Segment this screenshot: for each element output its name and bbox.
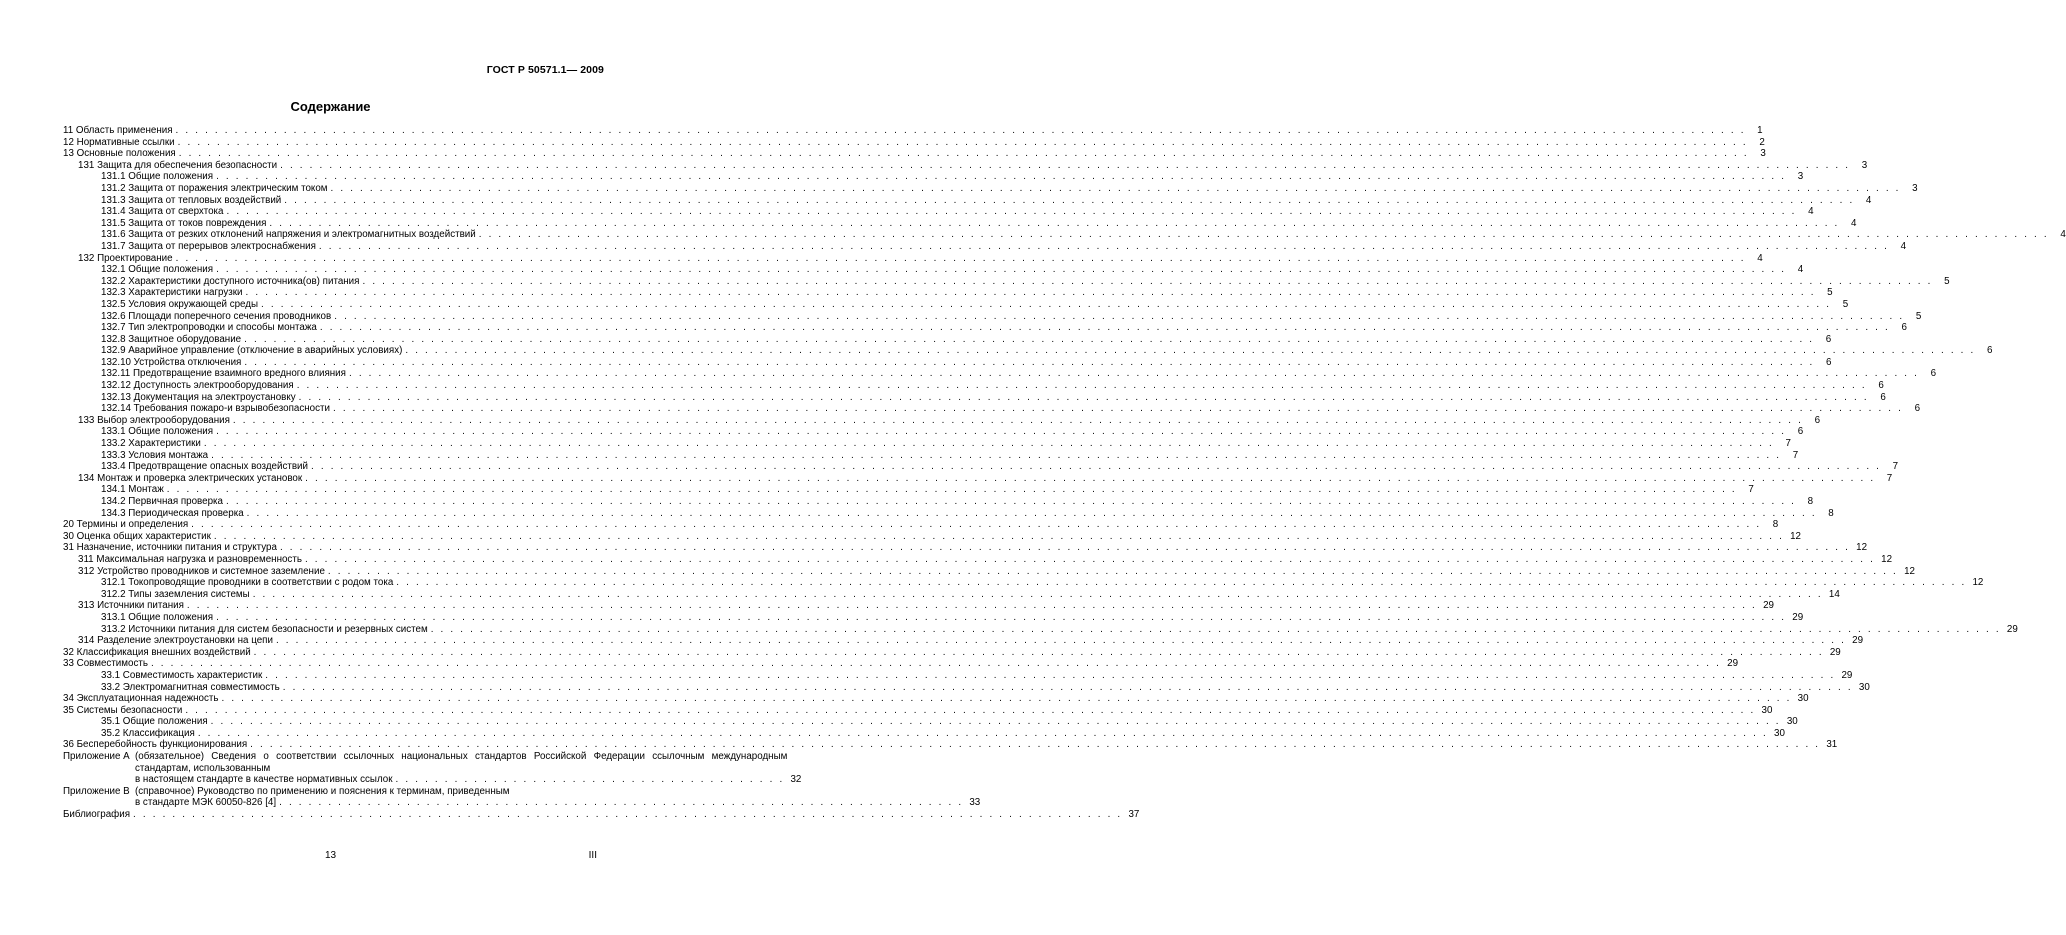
toc-label: 132.7 Тип электропроводки и способы монтажа [101,322,317,334]
leader-dots: . . . . . . . . . . . . . . . . . . . . . . . . . . . . . . . . . . . . . . . . . . . . . . . . . . . . . . . . . . . . . . . . . . . . . . . . . . . . . . . . . . . . . . . . . . . . . . . . . . . . . . . . . . . . . . . . . . . . . . . . . . . . . . . . . . . . . . . . . . . . . . . . . . . . . . . . . . . . . . . . [211,449,1782,461]
toc-label: 312.1 Токопроводящие проводники в соответствии с родом тока [101,577,394,589]
page-number: 31 [1826,739,1838,751]
leader-dots: . . . . . . . . . . . . . . . . . . . . . . . . . . . . . . . . . . . . . . . . . . . . . . . . . . . . . . . . . . . . . . . . . . . . . . . . . . . . . . . . . . . . . . . . . . . . . . . . . . . . . . . . . . . . . . . . . . . . . . . . . . . . . . . . . . . . . . . . . . . . . . . . . . . . . . . . . . . . . . . . [185,704,1756,716]
toc-entry[interactable] [63,380,1884,392]
toc-label: 132 Проектирование [78,252,173,264]
page-number: 32 [790,774,802,786]
page-number: 12 [1856,542,1868,554]
page-number: 14 [1828,588,1840,600]
toc-label: 133.2 Характеристики [101,438,201,450]
toc-entry[interactable] [63,403,1921,415]
toc-label: 131.3 Защита от тепловых воздействий [101,194,282,206]
page-number: 5 [1915,310,1922,322]
leader-dots: . . . . . . . . . . . . . . . . . . . . . . . . . . . . . . . . . . . . . . . . . . . . . . . . . . . . . . . . . . . . . . . . . . . . . . . . . . . . . . . . . . . . . . . . . . . . . . . . . . . . . . . . . . . . . . . . . . . . . . . . . . . . . . . . . . . . . . . . . . . . . . . . . . . . . . . . . . . . . . . . [177,136,1748,148]
appendix-text: (обязательное) Сведения о соответствии ссылочных национальных стандартов Российской Федерации ссылочным международным стандартам, использованным [135,751,788,774]
toc-label: 31 Назначение, источники питания и структура [63,542,277,554]
toc-label: 35.2 Классификация [101,727,195,739]
toc-entry[interactable] [63,577,1984,589]
toc-entry[interactable] [63,264,1804,276]
leader-dots: . . . . . . . . . . . . . . . . . . . . . . . . . . . . . . . . . . . . . . . . . . . . . . . . . . . . . . . . . . . . . . . . . . . . . . . . . . . . . . . . . . . . . . . . . . . . . . . . . . . . . . . . . . . . . . . . . . . . . . . . . . . . . . . . . . . . . . . . . . . . . . . . . . . . . . . . . . . . . . . . [304,553,1876,565]
leader-dots: . . . . . . . . . . . . . . . . . . . . . . . . . . . . . . . . . . . . . . . . . . . . . . . . . . . . . . . . . . . . . . . . . . . . . . . . . . . . . . . . . . . . . . . . . . . . . . . . . . . . . . . . . . . . . . . . . . . . . . . . . . . . . . . . . . . . . . . . . . . . . . . . . . . . . . . . . . . . . . . . [311,461,1882,473]
page-number: 29 [1829,646,1841,658]
leader-dots: . . . . . . . . . . . . . . . . . . . . . . . . . . . . . . . . . . . . . . . . . . . . . . . . . . . . . . . . . . . . . . . . . . . . . . . . . . . . . . . . . . . . . . . . . . . . . . . . . . . . . . . . . . . . . . . . . . . . . . . . . . . . . . . . . . . . . . . . . . . . . . . . . . . . . . . . . . . . . . . . [226,206,1797,218]
leader-dots: . . . . . . . . . . . . . . . . . . . . . . . . . . . . . . . . . . . . . . . . . . . . . . . . . . . . . . . . . . . . . . . . . . . . . . . . . . . . . . . . . . . . . . . . . . . . . . . . . . . . . . . . . . . . . . . . . . . . . . . . . . . . . . . . . . . . . . . . . . . . . . . . . . . . . . . . . . . . . . . . [253,646,1824,658]
toc-entry[interactable] [63,368,1937,380]
leader-dots: . . . . . . . . . . . . . . . . . . . . . . . . . . . . . . . . . . . . . . . . . . . . . . . . . . . . . . . . . . . . . . . . . . . . . . . . . . . . . . . . . . . . . . . . . . . . . . . . . . . . . . . . . . . . . . . . . . . . . . . . . . . . . . . . . . . . . . . . . . . . . . . . . . . . . . . . . . . . . . . . [244,333,1815,345]
page-number: 12 [1972,577,1984,589]
leader-dots: . . . . . . . . . . . . . . . . . . . . . . . . . . . . . . . . . . . . . . . . . . . . . . . . . . . . . . . . . . . . . . . . . . . . . . . . . . . . . . . . . . . . . . . . . . . . . . . . . . . . . . . . . . . . . . . . . . . . . . . . . . . . . . . . . . . . . . . . . . . . . . . . . . . . . . . . . . . . . . . . [166,484,1737,496]
appendix-a-entry[interactable] [63,751,802,786]
page-number: 4 [1851,217,1857,229]
toc-label: 35 Системы безопасности [63,704,183,716]
toc-label: 30 Оценка общих характеристик [63,530,211,542]
appendix-b-entry[interactable] [63,785,981,809]
page-number: 29 [1841,669,1853,681]
toc-entry[interactable] [63,182,1918,195]
leader-dots: . . . . . . . . . . . . . . . . . . . . . . . . . . . . . . . . . . . . . . . . . . . . . . . . . . . . . . . . . . . . . . . . . . . . . . . . . . . . . . . . . . . . . . . . . . . . . . . . . . . . . . . . . . . . . . . . . . . . . . . . . . . . . . . . . . . . . . . . . . . . . . . . . . . . . . . . . . . . . . . . [252,588,1823,600]
leader-dots: . . . . . . . . . . . . . . . . . . . . . . . . . . . . . . . . . . . . . . . . . . . . . . . . . . . . . . . . . . . . . . . . . . . . . . . . . . . . . . . . . . . . . . . . . . . . . . . . . . . . . . . . . . . . . . . . . . . . . . . . . . . . . . . . . . . . . . . . . . . . . . . . . . . . . . . . . . . . . . . . [250,739,1821,751]
page-number: 3 [1797,171,1804,183]
leader-dots: . . . . . . . . . . . . . . . . . . . . . . . . . . . . . . . . . . . . . . . . . . . . . . . . . . . . . . . . . . . . . . . . . . . . . . . . . . . . . . . . . . . . . . . . . . . . . . . . . . . . . . . . . . . . . . . . . . . . . . . . . . . . . . . . . . . . . . . . . . . . . . . . . . . . . . . . . . . . . . . . [327,565,1898,577]
appendix-description [135,786,966,809]
page-number: 6 [1825,333,1832,345]
document-code: ГОСТ Р 50571.1— 2009 [486,64,604,76]
toc-entry[interactable] [63,287,1833,299]
page-number: 3 [1912,182,1918,194]
leader-dots: . . . . . . . . . . . . . . . . . . . . . . . . . . . . . . . . . . . . . . . . . . . . . . . . . . . . . . . . . . . . . . . . . . . . . . . . . . . . . . . . . . . . . . . . . . . . . . . . . . . . . . . . . . . . . . . . . . . . . . . . . . . . . . . . . . . . . . . . . . . . . . . . . . . . . . . . . . . . . . . . [298,391,1869,403]
page-number: 7 [1892,461,1899,473]
leader-dots: . . . . . . . . . . . . . . . . . . . . . . . . . . . . . . . . . . . . . . . . . . . . . . . . . . . . . . . . . . . . . . . . . . . . . . [279,797,964,809]
page-number: 4 [1757,252,1763,264]
toc-entry[interactable] [63,542,1868,554]
page-number: 12 [1881,553,1893,565]
toc-label: 132.3 Характеристики нагрузки [101,287,243,299]
toc-entry[interactable] [63,739,1838,751]
toc-label: 132.11 Предотвращение взаимного вредного влияния [101,368,346,380]
toc-entry[interactable] [63,206,1814,218]
toc-entry[interactable] [63,275,1950,288]
page-number: 6 [1826,356,1832,368]
toc-label: 33.2 Электромагнитная совместимость [101,681,280,693]
toc-entry[interactable] [63,472,1893,485]
page-number: 6 [1914,403,1921,415]
page-number: 2 [1759,136,1765,148]
toc-label: 33.1 Совместимость характеристик [101,669,263,681]
page-number: 30 [1761,704,1773,716]
page-number: 4 [1865,194,1872,206]
leader-dots: . . . . . . . . . . . . . . . . . . . . . . . . . . . . . . . . . . . . . . . . . . . . . . . . . . . . . . . . . . . . . . . . . . . . . . . . . . . . . . . . . . . . . . . . . . . . . . . . . . . . . . . . . . . . . . . . . . . . . . . . . . . . . . . . . . . . . . . . . . . . . . . . . . . . . . . . . . . . . . . . [221,693,1792,705]
leader-dots: . . . . . . . . . . . . . . . . . . . . . . . . . . . . . . . . . . . . . . . . . . . . . . . . . . . . . . . . . . . . . . . . . . . . . . . . . . . . . . . . . . . . . . . . . . . . . . . . . . . . . . . . . . . . . . . . . . . . . . . . . . . . . . . . . . . . . . . . . . . . . . . . . . . . . . . . . . . . . . . . [191,519,1762,531]
page-number: 7 [1785,438,1791,450]
leader-dots: . . . . . . . . . . . . . . . . . . . . . . . . . . . . . . . . . . . . . . . . . . . . . . . . . . . . . . . . . . . . . . . . . . . . . . . . . . . . . . . . . . . . . . . . . . . . . . . . . . . . . . . . . . . . . . . . . . . . . . . . . . . . . . . . . . . . . . . . . . . . . . . . . . . . . . . . . . . . . . . . [175,125,1746,136]
leader-dots: . . . . . . . . . . . . . . . . . . . . . . . . . . . . . . . . . . . . . . . . . . . . . . . . . . . . . . . . . . . . . . . . . . . . . . . . . . . . . . . . . . . . . . . . . . . . . . . . . . . . . . . . . . . . . . . . . . . . . . . . . . . . . . . . . . . . . . . . . . . . . . . . . . . . . . . . . . . . . . . . [334,310,1905,322]
toc-entry[interactable] [63,507,1834,520]
page-number: 6 [1880,391,1886,403]
toc-entry[interactable] [63,449,1799,462]
toc-label: 132.6 Площади поперечного сечения проводников [101,310,332,322]
toc-label: 313.1 Общие положения [101,611,214,623]
page-number: 4 [2060,229,2066,241]
page-number: 29 [1792,611,1804,623]
appendix-description [135,751,787,786]
leader-dots: . . . . . . . . . . . . . . . . . . . . . . . . . . . . . . . . . . . . . . . . . . . . . . . . . . . . . . . . . . . . . . . . . . . . . . . . . . . . . . . . . . . . . . . . . . . . . . . . . . . . . . . . . . . . . . . . . . . . . . . . . . . . . . . . . . . . . . . . . . . . . . . . . . . . . . . . . . . . . . . . [332,403,1904,415]
leader-dots: . . . . . . . . . . . . . . . . . . . . . . . . . . . . . . . . . . . . . . . . . . . . . . . . . . . . . . . . . . . . . . . . . . . . . . . . . . . . . . . . . . . . . . . . . . . . . . . . . . . . . . . . . . . . . . . . . . . . . . . . . . . . . . . . . . . . . . . . . . . . . . . . . . . . . . . . . . . . . . . . [478,229,2049,241]
toc-entry[interactable] [63,159,1868,172]
page-number: 30 [1858,681,1870,693]
appendix-text-last: в настоящем стандарте в качестве нормативных ссылок [135,774,393,786]
toc-label: 131 Защита для обеспечения безопасности [78,159,278,171]
toc-label: 132.2 Характеристики доступного источника(ов) питания [101,275,360,287]
toc-label: 132.12 Доступность электрооборудования [101,380,294,392]
toc-label: 313 Источники питания [78,600,184,612]
leader-dots: . . . . . . . . . . . . . . . . . . . . . . . . . . . . . . . . . . . . . . . . . . . . . . . . . . . . . . . . . . . . . . . . . . . . . . . . . . . . . . . . . . . . . . . . . . . . . . . . . . . . . . . . . . . . . . . . . . . . . . . . . . . . . . . . . . . . . . . . . . . . . . . . . . . . . . . . . . . . . . . . [284,194,1855,206]
leader-dots: . . . . . . . . . . . . . . . . . . . . . . . . . . . . . . . . . . . . . . . . . . . . . . . . . . . . . . . . . . . . . . . . . . . . . . . . . . . . . . . . . . . . . . . . . . . . . . . . . . . . . . . . . . . . . . . . . . . . . . . . . . . . . . . . . . . . . . . . . . . . . . . . . . . . . . . . . . . . . . . . [203,438,1774,450]
page-number: 30 [1774,727,1785,739]
toc-entry[interactable] [63,438,1791,450]
toc-label: 132.8 Защитное оборудование [101,333,242,345]
page-number: 6 [1901,322,1907,334]
toc-entry[interactable] [63,693,1809,705]
page-number: 7 [1748,484,1754,496]
leader-dots: . . . . . . . . . . . . . . . . . . . . . . . . . . . . . . . . . . . . . . . . . . . . . . . . . . . . . . . . . . . . . . . . . . . . . . . . . . . . . . . . . . . . . . . . . . . . . . . . . . . . . . . . . . . . . . . . . . . . . . . . . . . . . . . . . . . . . . . . . . . . . . . . . . . . . . . . . . . . . . . . [175,252,1746,264]
table-of-contents [63,125,2066,821]
leader-dots: . . . . . . . . . . . . . . . . . . . . . . . . . . . . . . . . . . . . . . . . . . . . . . . . . . . . . . . . . . . . . . . . . . . . . . . . . . . . . . . . . . . . . . . . . . . . . . . . . . . . . . . . . . . . . . . . . . . . . . . . . . . . . . . . . . . . . . . . . . . . . . . . . . . . . . . . . . . . . . . . [261,298,1832,310]
appendix-label: Приложение В [63,785,130,797]
toc-label: 134.2 Первичная проверка [101,496,223,507]
leader-dots: . . . . . . . . . . . . . . . . . . . . . . . . . . . . . . . . . . . . . . . . . . . . . . . . . . . . . . . . . . . . . . . . . . . . . . . . . . . . . . . . . . . . . . . . . . . . . . . . . . . . . . . . . . . . . . . . . . . . . . . . . . . . . . . . . . . . . . . . . . . . . . . . . . . . . . . . . . . . . . . . [330,182,1901,194]
toc-label: 132.9 Аварийное управление (отключение в аварийных условиях) [101,345,403,357]
toc-entry[interactable] [63,600,1774,612]
toc-entry[interactable] [63,553,1893,566]
toc-entry[interactable] [63,298,1849,311]
toc-label: 13 Основные положения [63,148,176,160]
toc-label: 132.10 Устройства отключения [101,356,242,368]
appendix-label: Приложение А [63,751,130,763]
toc-entry[interactable] [63,681,1870,694]
page-number: 4 [1797,264,1804,276]
leader-dots: . . . . . . . . . . . . . . . . . . . . . . . . . . . . . . . . . . . . . . . . . . . . . . . . . . . . . . . . . . . . . . . . . . . . . . . . . . . . . . . . . . . . . . . . . . . . . . . . . . . . . . . . . . . . . . . . . . . . . . . . . . . . . . . . . . . . . . . . . . . . . . . . . . . . . . . . . . . . . . . . [430,623,2001,635]
toc-entry[interactable] [63,194,1872,207]
leader-dots: . . . . . . . . . . . . . . . . . . . . . . . . . . . . . . . . . . . . . . . . . . . . . . . . . . . . . . . . . . . . . . . . . . . . . . . . . . . . . . . . . . . . . . . . . . . . . . . . . . . . . . . . . . . . . . . . . . . . . . . . . . . . . . . . . . . . . . . . . . . . . . . . . . . . . . . . . . . . . . . . [246,507,1817,519]
leader-dots: . . . . . . . . . . . . . . . . . . . . . . . . . . . . . . . . . . . . . . . . . . . . . . . . . . . . . . . . . . . . . . . . . . . . . . . . . . . . . . . . . . . . . . . . . . . . . . . . . . . . . . . . . . . . . . . . . . . . . . . . . . . . . . . . . . . . . . . . . . . . . . . . . . . . . . . . . . . . . . . . [186,600,1757,612]
toc-entry[interactable] [63,716,1798,728]
toc-label: 131.6 Защита от резких отклонений напряжения и электромагнитных воздействий [101,229,476,241]
leader-dots: . . . . . . . . . . . . . . . . . . . . . . . . . . . . . . . . . . . . . . . . . . . . . . . . . . . . . . . . . . . . . . . . . . . . . . . . . . . . . . . . . . . . . . . . . . . . . . . . . . . . . . . . . . . . . . . . . . . . . . . . . . . . . . . . . . . . . . . . . . . . . . . . . . . . . . . . . . . . . . . . [232,414,1804,426]
toc-label: 314 Разделение электроустановки на цепи [78,635,273,647]
appendix-text: (справочное) Руководство по применению и пояснения к терминам, приведенным [135,785,510,797]
leader-dots: . . . . . . . . . . . . . . . . . . . . . . . . . . . . . . . . . . . . . . . . [395,774,785,786]
toc-entry[interactable] [63,530,1801,543]
leader-dots: . . . . . . . . . . . . . . . . . . . . . . . . . . . . . . . . . . . . . . . . . . . . . . . . . . . . . . . . . . . . . . . . . . . . . . . . . . . . . . . . . . . . . . . . . . . . . . . . . . . . . . . . . . . . . . . . . . . . . . . . . . . . . . . . . . . . . . . . . . . . . . . . . . . . . . . . . . . . . . . . [275,635,1847,647]
page-number: 33 [969,797,981,809]
leader-dots: . . . . . . . . . . . . . . . . . . . . . . . . . . . . . . . . . . . . . . . . . . . . . . . . . . . . . . . . . . . . . . . . . . . . . . . . . . . . . . . . . . . . . . . . . . . . . . . . . . . . . . . . . . . . . . . . . . . . . . . . . . . . . . . . . . . . . . . . . . . . . . . . . . . . . . . . . . . . . . . . [318,240,1890,252]
leader-dots: . . . . . . . . . . . . . . . . . . . . . . . . . . . . . . . . . . . . . . . . . . . . . . . . . . . . . . . . . . . . . . . . . . . . . . . . . . . . . . . . . . . . . . . . . . . . . . . . . . . . . . . . . . . . . . . . . . . . . . . . . . . . . . . . . . . . . . . . . . . . . . . . . . . . . . . . . . . . . . . . [210,716,1781,728]
page-number: 29 [2006,623,2018,635]
toc-entry[interactable] [63,345,1993,357]
page-number: 1 [1757,125,1763,136]
toc-entry[interactable] [63,136,1765,149]
toc-label: 34 Эксплуатационная надежность [63,693,219,705]
toc-label: 312.2 Типы заземления системы [101,588,250,600]
page-title: Содержание [290,99,371,114]
leader-dots: . . . . . . . . . . . . . . . . . . . . . . . . . . . . . . . . . . . . . . . . . . . . . . . . . . . . . . . . . . . . . . . . . . . . . . . . . . . . . . . . . . . . . . . . . . . . . . . . . . . . . . . . . . . . . . . . . . . . . . . . . . . . . . . . . . . . . . . . . . . . . . . . . . . . . . . . . . . . . . . . [216,426,1787,438]
page-number: 8 [1772,519,1779,531]
page-number: 3 [1861,159,1868,171]
toc-label: 312 Устройство проводников и системное заземление [78,565,325,577]
toc-label: 131.4 Защита от сверхтока [101,206,224,218]
toc-entry[interactable] [63,125,1763,137]
leader-dots: . . . . . . . . . . . . . . . . . . . . . . . . . . . . . . . . . . . . . . . . . . . . . . . . . . . . . . . . . . . . . . . . . . . . . . . . . . . . . . . . . . . . . . . . . . . . . . . . . . . . . . . . . . . . . . . . . . . . . . . . . . . . . . . . . . . . . . . . . . . . . . . . . . . . . . . . . . . . . . . . [265,669,1836,681]
toc-label: 311 Максимальная нагрузка и разновременность [78,553,302,565]
toc-label: 133.3 Условия монтажа [101,449,209,461]
leader-dots: . . . . . . . . . . . . . . . . . . . . . . . . . . . . . . . . . . . . . . . . . . . . . . . . . . . . . . . . . . . . . . . . . . . . . . . . . . . . . . . . . . . . . . . . . . . . . . . . . . . . . . . . . . . . . . . . . . . . . . . . . . . . . . . . . . . . . . . . . . . . . . . . . . . . . . . . . . . . . . . . [150,658,1722,670]
toc-entry[interactable] [63,658,1739,670]
page-number: 5 [1842,298,1849,310]
page-number: 5 [1827,287,1833,299]
leader-dots: . . . . . . . . . . . . . . . . . . . . . . . . . . . . . . . . . . . . . . . . . . . . . . . . . . . . . . . . . . . . . . . . . . . . . . . . . . . . . . . . . . . . . . . . . . . . . . . . . . . . . . . . . . . . . . . . . . . . . . . . . . . . . . . . . . . . . . . . . . . . . . . . . . . . . . . . . . . . . . . . [178,148,1749,160]
leader-dots: . . . . . . . . . . . . . . . . . . . . . . . . . . . . . . . . . . . . . . . . . . . . . . . . . . . . . . . . . . . . . . . . . . . . . . . . . . . . . . . . . . . . . . . . . . . . . . . . . . . . . . . . . . . . . . . . . . . . . . . . . . . . . . . . . . . . . . . . . . . . . . . . . . . . . . . . . . . . . . . . [213,530,1784,542]
leader-dots: . . . . . . . . . . . . . . . . . . . . . . . . . . . . . . . . . . . . . . . . . . . . . . . . . . . . . . . . . . . . . . . . . . . . . . . . . . . . . . . . . . . . . . . . . . . . . . . . . . . . . . . . . . . . . . . . . . . . . . . . . . . . . . . . . . . . . . . . . . . . . . . . . . . . . . . . . . . . . . . . [348,368,1920,380]
leader-dots: . . . . . . . . . . . . . . . . . . . . . . . . . . . . . . . . . . . . . . . . . . . . . . . . . . . . . . . . . . . . . . . . . . . . . . . . . . . . . . . . . . . . . . . . . . . . . . . . . . . . . . . . . . . . . . . . . . . . . . . . . . . . . . . . . . . . . . . . . . . . . . . . . . . . . . . . . . . . . . . . [269,217,1840,229]
leader-dots: . . . . . . . . . . . . . . . . . . . . . . . . . . . . . . . . . . . . . . . . . . . . . . . . . . . . . . . . . . . . . . . . . . . . . . . . . . . . . . . . . . . . . . . . . . . . . . . . . . . . . . . . . . . . . . . . . . . . . . . . . . . . . . . . . . . . . . . . . . . . . . . . . . . . . . . . . . . . . . . . [319,322,1890,334]
leader-dots: . . . . . . . . . . . . . . . . . . . . . . . . . . . . . . . . . . . . . . . . . . . . . . . . . . . . . . . . . . . . . . . . . . . . . . . . . . . . . . . . . . . . . . . . . . . . . . . . . . . . . . . . . . . . . . . . . . . . . . . . . . . . . . . . . . . . . . . . . . . . . . . . . . . . . . . . . . . . . . . . [216,264,1787,276]
toc-label: 132.5 Условия окружающей среды [101,298,259,310]
page-number: 4 [1808,206,1814,218]
toc-label: 313.2 Источники питания для систем безопасности и резервных систем [101,623,428,635]
page-number: 6 [1987,345,1993,357]
page-number: 5 [1944,275,1950,287]
appendix-text-last: в стандарте МЭК 60050-826 [4] [135,797,277,809]
leader-dots: . . . . . . . . . . . . . . . . . . . . . . . . . . . . . . . . . . . . . . . . . . . . . . . . . . . . . . . . . . . . . . . . . . . . . . . . . . . . . . . . . . . . . . . . . . . . . . . . . . . . . . . . . . . . . . . . . . . . . . . . . . . . . . . . . . . . . . . . . . . . . . . . . . . . . . . . . . . . . . . . [405,345,1976,357]
leader-dots: . . . . . . . . . . . . . . . . . . . . . . . . . . . . . . . . . . . . . . . . . . . . . . . . . . . . . . . . . . . . . . . . . . . . . . . . . . . . . . . . . . . . . . . . . . . . . . . . . . . . . . . . . . . . . . . . . . . . . . . . . . . . . . . . . . . . . . . . . . . . . . . . . . . . . . . . . . . . . . . . [279,542,1851,554]
page-number: 7 [1886,472,1893,484]
leader-dots: . . . . . . . . . . . . . . . . . . . . . . . . . . . . . . . . . . . . . . . . . . . . . . . . . . . . . . . . . . . . . . . . . . . . . . . . . . . . . . . . . . . . . . . . . . . . . . . . . . . . . . . . . . . . . . . . . . . . . . . . . . . . . . . . . . . . . . . . . . . . . . . . . . . . . . . . . . . . . . . . [362,275,1933,287]
toc-label: 134.3 Периодическая проверка [101,507,244,519]
page-number: 3 [1760,148,1766,160]
toc-entry[interactable] [63,217,1857,230]
page-number: 4 [1900,240,1907,252]
toc-entry[interactable] [63,252,1763,265]
toc-entry[interactable] [63,669,1853,682]
toc-label: 32 Классификация внешних воздействий [63,646,251,658]
leader-dots: . . . . . . . . . . . . . . . . . . . . . . . . . . . . . . . . . . . . . . . . . . . . . . . . . . . . . . . . . . . . . . . . . . . . . . . . . . . . . . . . . . . . . . . . . . . . . . . . . . . . . . . . . . . . . . . . . . . . . . . . . . . . . . . . . . . . . . . . . . . . . . . . . . . . . . . . . . . . . . . . [280,159,1851,171]
page-number-center: 13 [324,850,337,861]
toc-entry[interactable] [63,414,1821,427]
toc-entries [63,125,2066,751]
page-number: 6 [1797,426,1804,438]
toc-entry[interactable] [63,519,1779,531]
toc-label: 132.13 Документация на электроустановку [101,391,296,403]
toc-entry[interactable] [63,623,2018,636]
page-number: 37 [1128,809,1140,821]
toc-label: 132.14 Требования пожаро-и взрывобезопасности [101,403,330,415]
toc-label: 131.1 Общие положения [101,171,214,183]
toc-label: 133 Выбор электрооборудования [78,414,230,426]
toc-label: 131.2 Защита от поражения электрическим током [101,182,328,194]
toc-label: 20 Термины и определения [63,519,189,531]
toc-entry[interactable] [63,148,1766,160]
toc-entry[interactable] [63,229,2066,241]
page-number: 30 [1786,716,1798,728]
toc-entry[interactable] [63,240,1907,253]
toc-label: 134 Монтаж и проверка электрических установок [78,472,303,484]
toc-entry[interactable] [63,333,1832,346]
toc-entry[interactable] [63,310,1922,323]
toc-label: 11 Область применения [63,125,173,136]
leader-dots: . . . . . . . . . . . . . . . . . . . . . . . . . . . . . . . . . . . . . . . . . . . . . . . . . . . . . . . . . . . . . . . . . . . . . . . . . . . . . . . . . . . . . . . . . . . . . . . . . . . . . . . . . . . . . . . . . . . . . . . . . . . . . . . . . . . . . . . . . . . . . . . . . . . . . . . . . . . . . . . . [197,727,1768,739]
leader-dots: . . . . . . . . . . . . . . . . . . . . . . . . . . . . . . . . . . . . . . . . . . . . . . . . . . . . . . . . . . . . . . . . . . . . . . . . . . . . . . . . . . . . . . . . . . . . . . . . . . . . . . . . . . . . . . . . . . . . . . . . . . . . . . . . . . . . . . . . . . . . . . . . . . . . . . . . . . . . . . . . [216,611,1787,623]
toc-entry[interactable] [63,426,1804,438]
toc-entry[interactable] [63,727,1785,740]
toc-label: 35.1 Общие положения [101,716,208,728]
page-number-roman: III [588,850,597,861]
toc-label: 131.7 Защита от перерывов электроснабжения [101,240,316,252]
leader-dots: . . . . . . . . . . . . . . . . . . . . . . . . . . . . . . . . . . . . . . . . . . . . . . . . . . . . . . . . . . . . . . . . . . . . . . . . . . . . . . . . . . . . . . . . . . . . . . . . . . . . . . . . . . . . . . . . . . . . . . . . . . . . . . . . . . . . . . . . . . . . . . . . . . . . . . . . . . . . . . . . [244,356,1815,368]
toc-label: 133.4 Предотвращение опасных воздействий [101,461,309,473]
toc-entry[interactable] [63,484,1754,496]
toc-entry[interactable] [63,171,1804,183]
toc-label: 131.5 Защита от токов повреждения [101,217,267,229]
page-number: 29 [1763,600,1774,612]
page-number: 12 [1904,565,1915,577]
page-number: 29 [1852,635,1864,647]
toc-label: 36 Бесперебойность функционирования [63,739,248,751]
toc-label: 33 Совместимость [63,658,148,670]
toc-entry[interactable] [63,611,1804,624]
toc-label: 132.1 Общие положения [101,264,214,276]
toc-entry[interactable] [63,704,1773,717]
leader-dots: . . . . . . . . . . . . . . . . . . . . . . . . . . . . . . . . . . . . . . . . . . . . . . . . . . . . . . . . . . . . . . . . . . . . . . . . . . . . . . . . . . . . . . . . . . . . . . . . . . . . . . . . . . . . . . . . . . . . . . . . . . . . . . . . . . . . . . . . . . . . . . . . . . . . . . . . . . . . . . . . [216,171,1787,183]
leader-dots: . . . . . . . . . . . . . . . . . . . . . . . . . . . . . . . . . . . . . . . . . . . . . . . . . . . . . . . . . . . . . . . . . . . . . . . . . . . . . . . . . . . . . . . . . . . . . . . . . . . . . . . . . . . . . . . . . . . . . . . . . . . . . . . . . . . . . . . . . . . . . . . . . . . . . . . . . . . . . . . . [245,287,1816,299]
toc-entry[interactable] [63,322,1907,334]
page-number: 6 [1878,380,1884,392]
toc-entry[interactable] [63,356,1832,369]
toc-entry[interactable] [63,461,1899,473]
page-number: 8 [1828,507,1834,519]
toc-entry[interactable] [63,635,1864,647]
page-number: 6 [1814,414,1821,426]
toc-label: 133.1 Общие положения [101,426,214,438]
toc-entry[interactable] [63,496,1814,508]
page-number: 6 [1930,368,1937,380]
toc-label: Библиография [63,809,131,821]
toc-entry[interactable] [63,391,1886,404]
leader-dots: . . . . . . . . . . . . . . . . . . . . . . . . . . . . . . . . . . . . . . . . . . . . . . . . . . . . . . . . . . . . . . . . . . . . . . . . . . . . . . . . . . . . . . . . . . . . . . . . . . . . . . . . . . . . . . . . . . . . . . . . . . . . . . . . . . . . . . . . . . . . . . . . . . . . . . . . . . . . . . . . [226,496,1797,507]
leader-dots: . . . . . . . . . . . . . . . . . . . . . . . . . . . . . . . . . . . . . . . . . . . . . . . . . . . . . . . . . . . . . . . . . . . . . . . . . . . . . . . . . . . . . . . . . . . . . . . . . . . . . . . . . . . . . . . . . . . . . . . . . . . . . . . . . . . . . . . . . . . . . . . . . . . . . . . . . . . . . . . . [305,472,1876,484]
page-number: 29 [1727,658,1739,670]
page-number: 8 [1807,496,1814,507]
toc-entry[interactable] [63,646,1841,659]
toc-entry[interactable] [63,565,1915,578]
page-number: 30 [1797,693,1809,705]
toc-entry[interactable] [63,588,1840,601]
leader-dots: . . . . . . . . . . . . . . . . . . . . . . . . . . . . . . . . . . . . . . . . . . . . . . . . . . . . . . . . . . . . . . . . . . . . . . . . . . . . . . . . . . . . . . . . . . . . . . . . . . . . . . . . . . . . . . . . . . . . . . . . . . . . . . . . . . . . . . . . . . . . . . . . . . . . . . . . . . . . . . . . [282,681,1853,693]
leader-dots: . . . . . . . . . . . . . . . . . . . . . . . . . . . . . . . . . . . . . . . . . . . . . . . . . . . . . . . . . . . . . . . . . . . . . . . . . . . . . . . . . . . . . . . . . . . . . . . . . . . . . . . . . . . . . . . . . . . . . . . . . . . . . . . . . . . . . . . . . . . . . . . . . . . . . . . . . . . . . . . . [296,380,1867,392]
bibliography-entry[interactable] [63,809,1140,821]
leader-dots: . . . . . . . . . . . . . . . . . . . . . . . . . . . . . . . . . . . . . . . . . . . . . . . . . . . . . . . . . . . . . . . . . . . . . . . . . . . . . . . . . . . . . . . . . . . . . . . . . . . . . . . . . . . . . . . . . . . . . . . . . . . . . . . . . . . . . . . . . . . . . . . . . . . . . . . . . . . . . . . . [396,577,1967,589]
page-number: 7 [1792,449,1799,461]
toc-label: 134.1 Монтаж [101,484,164,496]
toc-label: 12 Нормативные ссылки [63,136,175,148]
leader-dots: . . . . . . . . . . . . . . . . . . . . . . . . . . . . . . . . . . . . . . . . . . . . . . . . . . . . . . . . . . . . . . . . . . . . . . . . . . . . . . . . . . . . . . . . . . . . . . . . . . . . . [133,809,1123,821]
page-number: 12 [1790,530,1801,542]
